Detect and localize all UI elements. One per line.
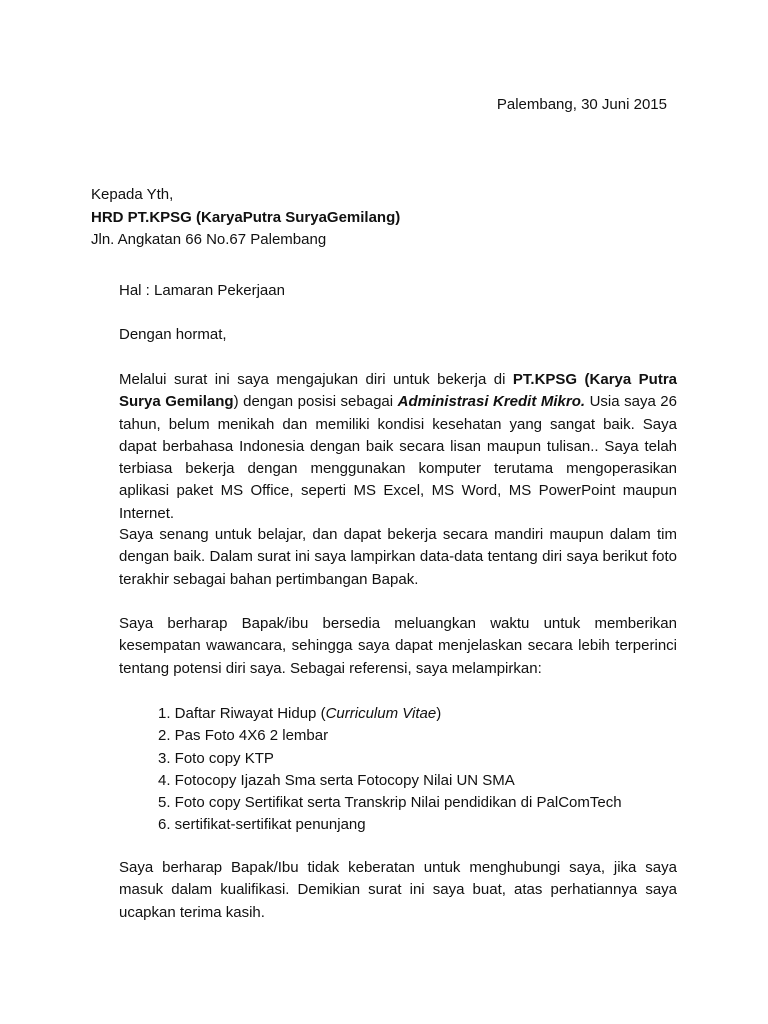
attachment-item: 4. Fotocopy Ijazah Sma serta Fotocopy Nilai UN SMA (158, 771, 515, 789)
attachment-item (158, 703, 622, 725)
target-company: PT.KPSG (Karya Putra Surya Gemilang (119, 371, 678, 411)
target-position: Administrasi Kredit Mikro. (397, 393, 586, 411)
paragraph-learning: Saya senang untuk belajar, dan dapat bekerja secara mandiri maupun dalam tim dengan baik. Dalam surat ini saya lampirkan data-data tentang diri saya berikut foto terakhir sebagai bahan pertimbangan Bapak. (119, 526, 677, 588)
recipient-block (91, 184, 400, 252)
paragraph-intro-text-1: Melalui surat ini saya mengajukan diri untuk bekerja di (119, 371, 513, 388)
attachment-item: 6. sertifikat-sertifikat penunjang (158, 816, 366, 834)
attachment-item: 3. Foto copy KTP (158, 749, 274, 767)
attachment-item-1-suffix: ) (436, 705, 442, 722)
paragraph-closing: Saya berharap Bapak/Ibu tidak keberatan untuk menghubungi saya, jika saya masuk dalam kualifikasi. Demikian surat ini saya buat, atas perhatiannya saya ucapkan terima kasih. (119, 859, 677, 921)
paragraph-request: Saya berharap Bapak/ibu bersedia meluangkan waktu untuk memberikan kesempatan wawancara, sehingga saya dapat menjelaskan secara lebih terperinci tentang potensi diri saya. Sebagai referensi, saya melampirkan: (119, 615, 677, 677)
paragraph-intro (119, 369, 677, 525)
place-date: Palembang, 30 Juni 2015 (496, 96, 667, 113)
salutation: Dengan hormat, (119, 326, 227, 343)
recipient-greeting: Kepada Yth, (91, 186, 174, 203)
paragraph-intro-text-3: Usia saya 26 tahun, belum menikah dan memiliki kondisi kesehatan yang sangat baik. Saya dapat berbahasa Indonesia dengan baik secara lisan maupun tulisan.. Saya telah terbiasa bekerja dengan menggunakan komputer terutama mengoperasikan aplikasi paket MS Office, seperti MS Excel, MS Word, MS PowerPoint maupun Internet. (119, 393, 677, 522)
attachment-item-1-italic: Curriculum Vitae (325, 705, 437, 722)
attachment-item: 2. Pas Foto 4X6 2 lembar (158, 727, 329, 745)
paragraph-intro-text-2: ) dengan posisi sebagai (233, 393, 398, 411)
attachment-item-1-prefix: 1. Daftar Riwayat Hidup ( (158, 705, 326, 722)
recipient-company: HRD PT.KPSG (KaryaPutra SuryaGemilang) (91, 208, 401, 226)
attachment-list (158, 703, 622, 837)
recipient-address: Jln. Angkatan 66 No.67 Palembang (91, 231, 327, 248)
subject-line: Hal : Lamaran Pekerjaan (119, 282, 285, 299)
attachment-item: 5. Foto copy Sertifikat serta Transkrip Nilai pendidikan di PalComTech (158, 794, 622, 812)
